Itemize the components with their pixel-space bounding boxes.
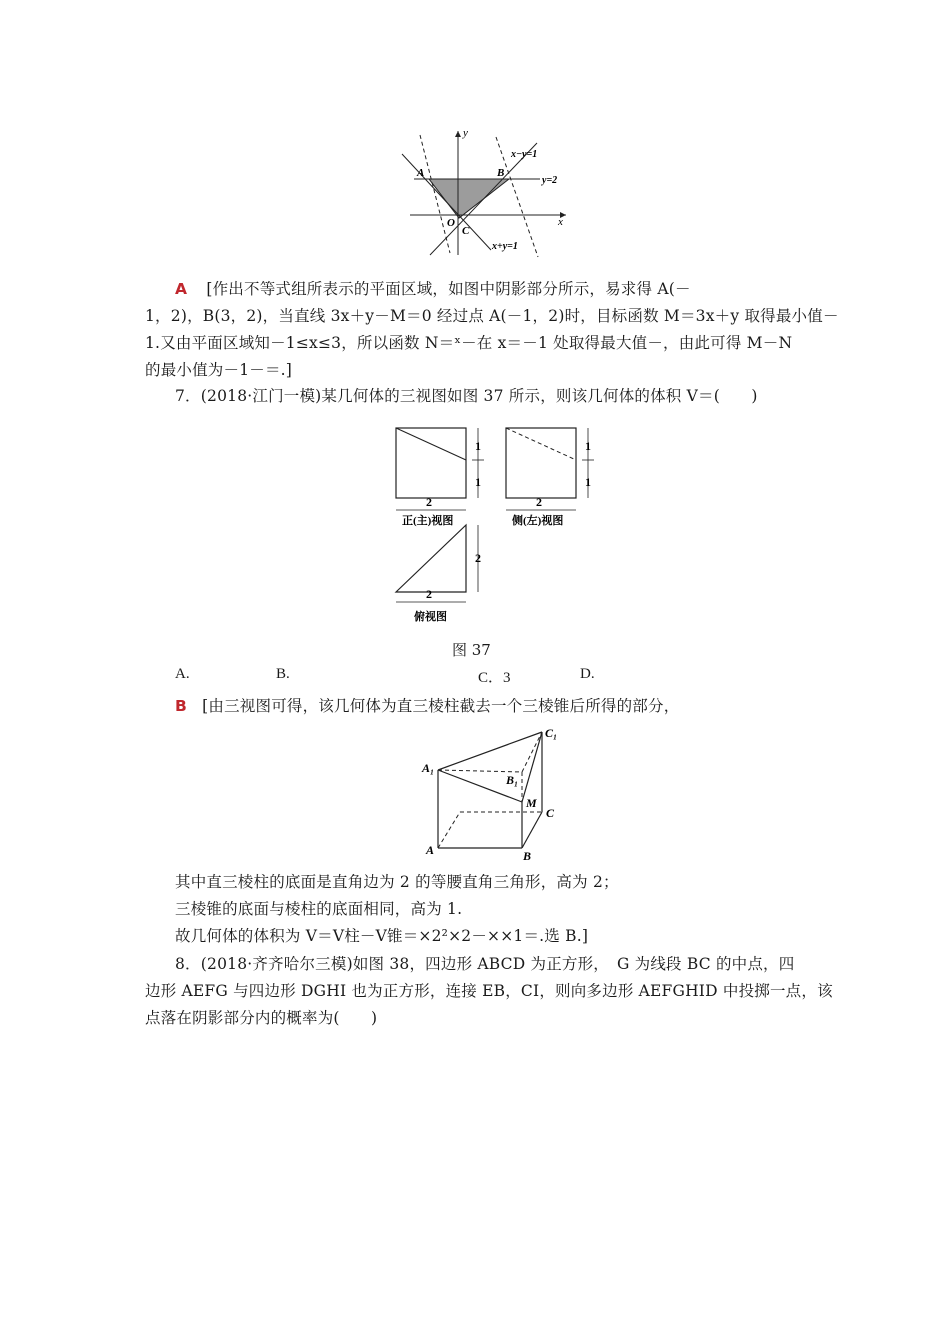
front-view-label: 正(主)视图: [402, 515, 454, 527]
q8-line2: 边形 AEFG 与四边形 DGHI 也为正方形，连接 EB，CI，则向多边形 AEFGHID 中投掷一点，该: [145, 982, 833, 1000]
vertex-b1-label: B₁: [506, 773, 519, 787]
q7-stem: 7．(2018·江门一模)某几何体的三视图如图 37 所示，则该几何体的体积 V＝( ): [175, 387, 758, 405]
side-dim-2: 2: [536, 495, 542, 509]
vertex-a-label: A: [426, 843, 435, 857]
side-dim-1-bottom: 1: [585, 475, 591, 489]
answer6-line1: [175, 277, 691, 299]
answer6-text1: [作出不等式组所表示的平面区域，如图中阴影部分所示，易求得 A(－: [206, 280, 691, 298]
q8-line3: 点落在阴影部分内的概率为( ): [145, 1009, 378, 1027]
line-label-x-minus-y: x−y=1: [511, 149, 538, 160]
option-c: C．3: [478, 670, 511, 686]
top-view-triangle: [396, 525, 466, 592]
answer6-line4: 的最小值为－1－＝.]: [145, 361, 293, 379]
answer7-line1: [175, 694, 679, 716]
vertex-b-label: B: [523, 849, 532, 863]
answer6-line2: 1，2)，B(3，2)，当直线 3x＋y－M＝0 经过点 A(－1，2)时，目标函数 M＝3x＋y 取得最小值－: [145, 307, 839, 325]
line-label-x-plus-y: x+y=1: [492, 241, 518, 252]
answer7-line2: 其中直三棱柱的底面是直角边为 2 的等腰直角三角形，高为 2；: [175, 873, 619, 891]
top-dim-2-horizontal: 2: [426, 587, 432, 601]
vertex-m-label: M: [526, 796, 537, 810]
side-view-label: 侧(左)视图: [512, 515, 564, 527]
front-view-square: [396, 428, 466, 498]
front-dim-1-top: 1: [475, 439, 481, 453]
side-view-hidden-edge: [506, 428, 576, 460]
top-view-label: 俯视图: [414, 611, 447, 623]
option-b: B.: [276, 666, 290, 682]
top-dim-2-vertical: 2: [475, 551, 481, 565]
side-dim-1-top: 1: [585, 439, 591, 453]
option-a: A.: [175, 666, 190, 682]
front-dim-1-bottom: 1: [475, 475, 481, 489]
q8-line1: 8．(2018·齐齐哈尔三模)如图 38，四边形 ABCD 为正方形， G 为线段 BC 的中点，四: [175, 955, 795, 973]
answer6-letter: A: [175, 280, 188, 298]
solid-figure: [418, 724, 568, 864]
origin-label: O: [447, 217, 455, 229]
figure-37-caption: 图 37: [452, 641, 491, 659]
option-d: D.: [580, 666, 595, 682]
vertex-c1-label: C₁: [545, 726, 558, 740]
point-b-label: B: [497, 167, 505, 179]
front-dim-2: 2: [426, 495, 432, 509]
answer7-letter: B: [175, 697, 188, 715]
point-c-label: C: [462, 225, 470, 237]
three-views-figure: [388, 420, 603, 632]
front-view-edge: [396, 428, 466, 460]
answer6-line3: 1.又由平面区域知－1≤x≤3，所以函数 N＝ˣ－在 x＝－1 处取得最大值－，由此可得 M－N: [145, 334, 793, 352]
line-label-y2: y=2: [542, 175, 558, 186]
answer7-line4: 故几何体的体积为 V＝V柱－V锥＝×2²×2－××1＝.选 B.]: [175, 927, 589, 945]
x-label: x: [558, 216, 563, 228]
y-label: y: [463, 127, 468, 139]
vertex-c-label: C: [546, 806, 555, 820]
point-a-label: A: [417, 167, 425, 179]
answer7-line3: 三棱锥的底面与棱柱的底面相同，高为 1.: [175, 900, 463, 918]
vertex-a1-label: A₁: [422, 761, 435, 775]
answer7-text1: [由三视图可得，该几何体为直三棱柱截去一个三棱锥后所得的部分，: [202, 697, 680, 715]
region-figure: [400, 125, 580, 260]
side-view-square: [506, 428, 576, 498]
